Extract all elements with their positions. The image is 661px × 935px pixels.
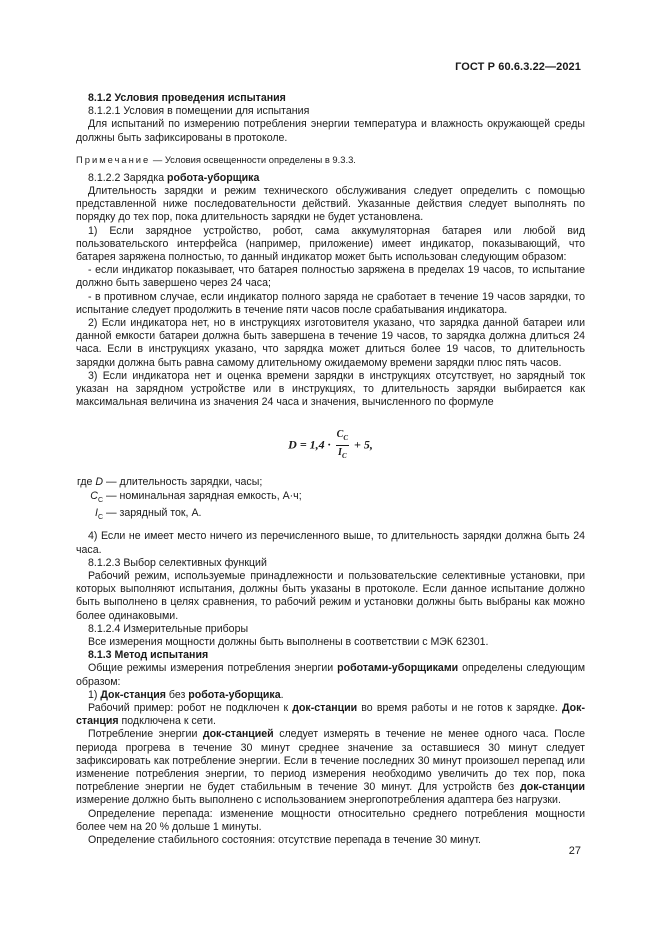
paragraph: Потребление энергии док-станцией следует измерять в течение не менее одного часа. После периода прогрева в течение 30 минут среднее значение за оставшиеся 30 минут следует зафиксировать как потребление энергии. Если в течение последних 30 минут произошел перепад или изменение потребления энергии, то период измерения необходимо увеличить до тех пор, пока потребление энергии не будет стабильным в течение 30 минут. Для устройств без док-станции измерение должно быть выполнено с использованием энергопотребления адаптера без нагрузки. [76, 728, 585, 807]
paragraph: Рабочий режим, используемые принадлежности и пользовательские селективные установки, при которых выполняют испытания, должны быть указаны в протоколе. Если данное испытание должно быть выполнено в целях сравнения, то рабочий режим и установки должны быть выбраны как можно более одинаковыми. [76, 569, 585, 622]
charging-formula [76, 429, 585, 462]
section-8-1-2-title: 8.1.2 Условия проведения испытания [88, 92, 286, 104]
formula-fraction [336, 429, 349, 462]
paragraph: 1) Если зарядное устройство, робот, сама аккумуляторная батарея или любой вид пользовательского интерфейса (например, приложение) имеет индикатор, показывающий, что батарея заряжена полностью, то данный индикатор может быть использован следующим образом: [76, 224, 585, 264]
section-8-1-2-4-title: 8.1.2.4 Измерительные приборы [88, 622, 249, 635]
formula-lhs: D [288, 437, 297, 452]
section-8-1-2-1-title: 8.1.2.1 Условия в помещении для испытания [88, 105, 310, 118]
formula-legend: где D — длительность зарядки, часы; $C_C$ — номинальная зарядная емкость, А·ч; $I_C$ — зарядный ток, А. [49, 476, 585, 524]
symbol-i-definition: — зарядный ток, А. [106, 506, 202, 519]
section-8-1-3-title: 8.1.3 Метод испытания [88, 649, 209, 662]
list-item: - в противном случае, если индикатор полного заряда не сработает в течение 19 часов зарядки, то испытание следует продолжить в течение пяти часов после срабатывания индикатора. [76, 290, 585, 316]
symbol-d: D [95, 476, 103, 489]
note-label: Примечание [76, 153, 151, 165]
note-text: — Условия освещенности определены в 9.3.3. [150, 153, 356, 165]
symbol-c-definition: — номинальная зарядная емкость, А·ч; [106, 489, 302, 502]
note [76, 154, 585, 166]
symbol-i: I [94, 506, 98, 519]
page-number: 27 [568, 845, 581, 857]
section-8-1-2-3-title: 8.1.2.3 Выбор селективных функций [88, 556, 267, 569]
paragraph: Все измерения мощности должны быть выполнены в соответствии с МЭК 62301. [88, 635, 489, 648]
paragraph: 2) Если индикатора нет, но в инструкциях изготовителя указано, что зарядка данной батареи или данной емкости батареи должна быть завершена в течение 19 часов, то зарядка должна длиться 24 часа. Если в инструкциях указано, что зарядка может длиться более 19 часов, то длительность зарядки должна быть равна самому длительному ожидаемому времени зарядки плюс пять часов. [76, 317, 585, 369]
symbol-c: C [90, 489, 98, 502]
list-item: 1) Док-станция без робота-уборщика. [88, 688, 284, 701]
paragraph: Общие режимы измерения потребления энергии роботами-уборщиками определены следующим образом: [76, 662, 585, 688]
formula-numerator: $C_C$ [336, 429, 349, 446]
symbol-d-definition: — длительность зарядки, часы; [106, 476, 263, 489]
paragraph: Для испытаний по измерению потребления энергии температура и влажность окружающей среды должны быть зафиксированы в протоколе. [76, 118, 585, 144]
paragraph: Определение стабильного состояния: отсутствие перепада в течение 30 минут. [88, 833, 481, 846]
formula-tail: + 5, [351, 437, 373, 452]
paragraph: Длительность зарядки и режим технического обслуживания следует определить с помощью представленной ниже последовательности действий. Указанные действия следует выполнять по порядку до тех пор, пока длительность зарядки не будет установлена. [76, 185, 585, 224]
section-8-1-2-2-title: 8.1.2.2 Зарядка робота-уборщика [88, 171, 260, 184]
paragraph: Определение перепада: изменение мощности относительно среднего потребления мощности более чем на 20 % дольше 1 минуты. [76, 807, 585, 833]
paragraph: Рабочий пример: робот не подключен к док-станции во время работы и не готов к зарядке. Док-станция подключена к сети. [76, 701, 585, 728]
paragraph: 4) Если не имеет место ничего из перечисленного выше, то длительность зарядки должна быть 24 часа. [76, 530, 585, 556]
formula-eq: = 1,4 · [296, 437, 334, 452]
paragraph: 3) Если индикатора нет и оценка времени зарядки в инструкциях отсутствует, но зарядный ток указан на зарядном устройстве или в инструкциях, то длительность зарядки выбирается как максимальная величина из значения 24 часа и значения, вычисленного по формуле [76, 369, 585, 409]
doc-code: ГОСТ Р 60.6.3.22—2021 [455, 61, 581, 73]
formula-denominator: $I_C$ [338, 447, 347, 461]
page-content [76, 92, 585, 847]
list-item: - если индикатор показывает, что батарея полностью заряжена в пределах 19 часов, то испытание должно быть завершено через 24 часа; [76, 264, 585, 290]
